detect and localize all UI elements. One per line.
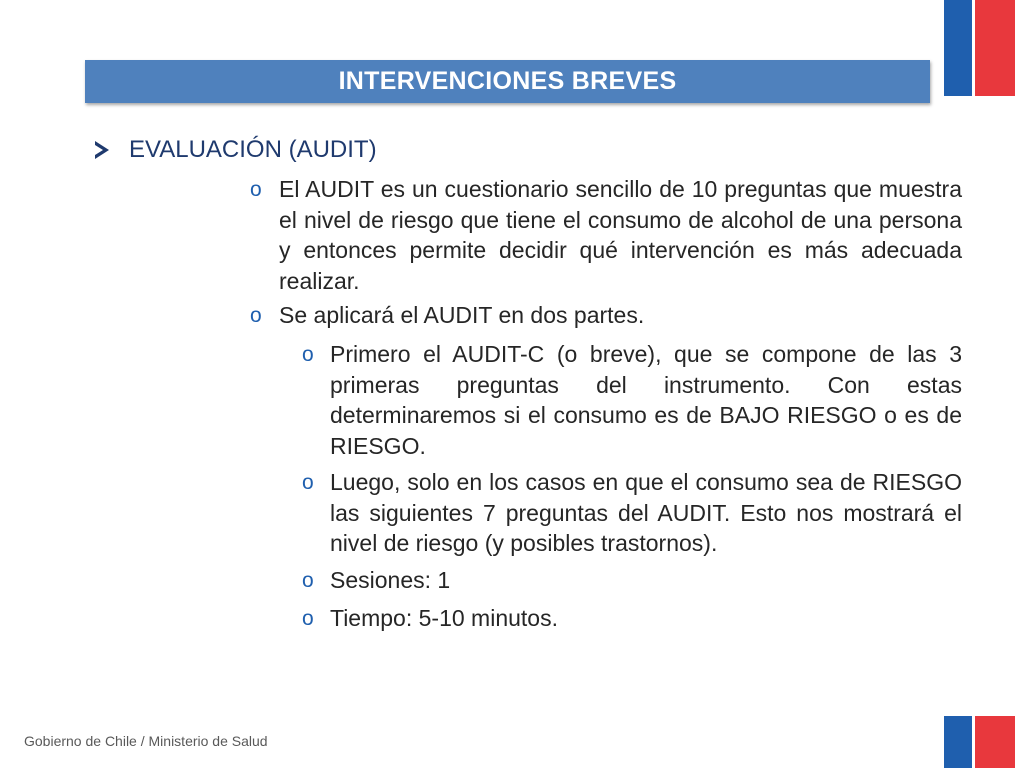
arrow-bullet-icon [95, 141, 109, 159]
circle-bullet-icon: o [302, 471, 314, 494]
slide-title: INTERVENCIONES BREVES [338, 67, 677, 95]
circle-bullet-icon: o [250, 304, 262, 327]
footer-flag-blue-stripe [944, 716, 972, 768]
title-bar [85, 60, 930, 103]
list-item: Sesiones: 1 [330, 567, 451, 593]
footer-text: Gobierno de Chile / Ministerio de Salud [24, 733, 268, 749]
section-heading-text: EVALUACIÓN (AUDIT) [129, 136, 377, 163]
list-item: Se aplicará el AUDIT en dos partes. [279, 302, 645, 328]
footer-flag-red-stripe [975, 716, 1015, 768]
section-heading [95, 136, 377, 164]
flag-red-stripe [975, 0, 1015, 96]
list-item: Primero el AUDIT-C (o breve), que se compone de las 3 primeras preguntas del instrumento. Con estas determinaremos si el consumo es de BAJO RIESGO o es de RIESGO. [330, 341, 962, 459]
list-item: Luego, solo en los casos en que el consumo sea de RIESGO las siguientes 7 preguntas del AUDIT. Esto nos mostrará el nivel de riesgo (y posibles trastornos). [330, 469, 962, 556]
circle-bullet-icon: o [250, 178, 262, 201]
circle-bullet-icon: o [302, 607, 314, 630]
circle-bullet-icon: o [302, 343, 314, 366]
list-item: Tiempo: 5-10 minutos. [330, 605, 558, 631]
flag-blue-stripe [944, 0, 972, 96]
list-item: El AUDIT es un cuestionario sencillo de 10 preguntas que muestra el nivel de riesgo que tiene el consumo de alcohol de una persona y entonces permite decidir qué intervención es más adecuada realizar. [279, 176, 962, 294]
circle-bullet-icon: o [302, 569, 314, 592]
